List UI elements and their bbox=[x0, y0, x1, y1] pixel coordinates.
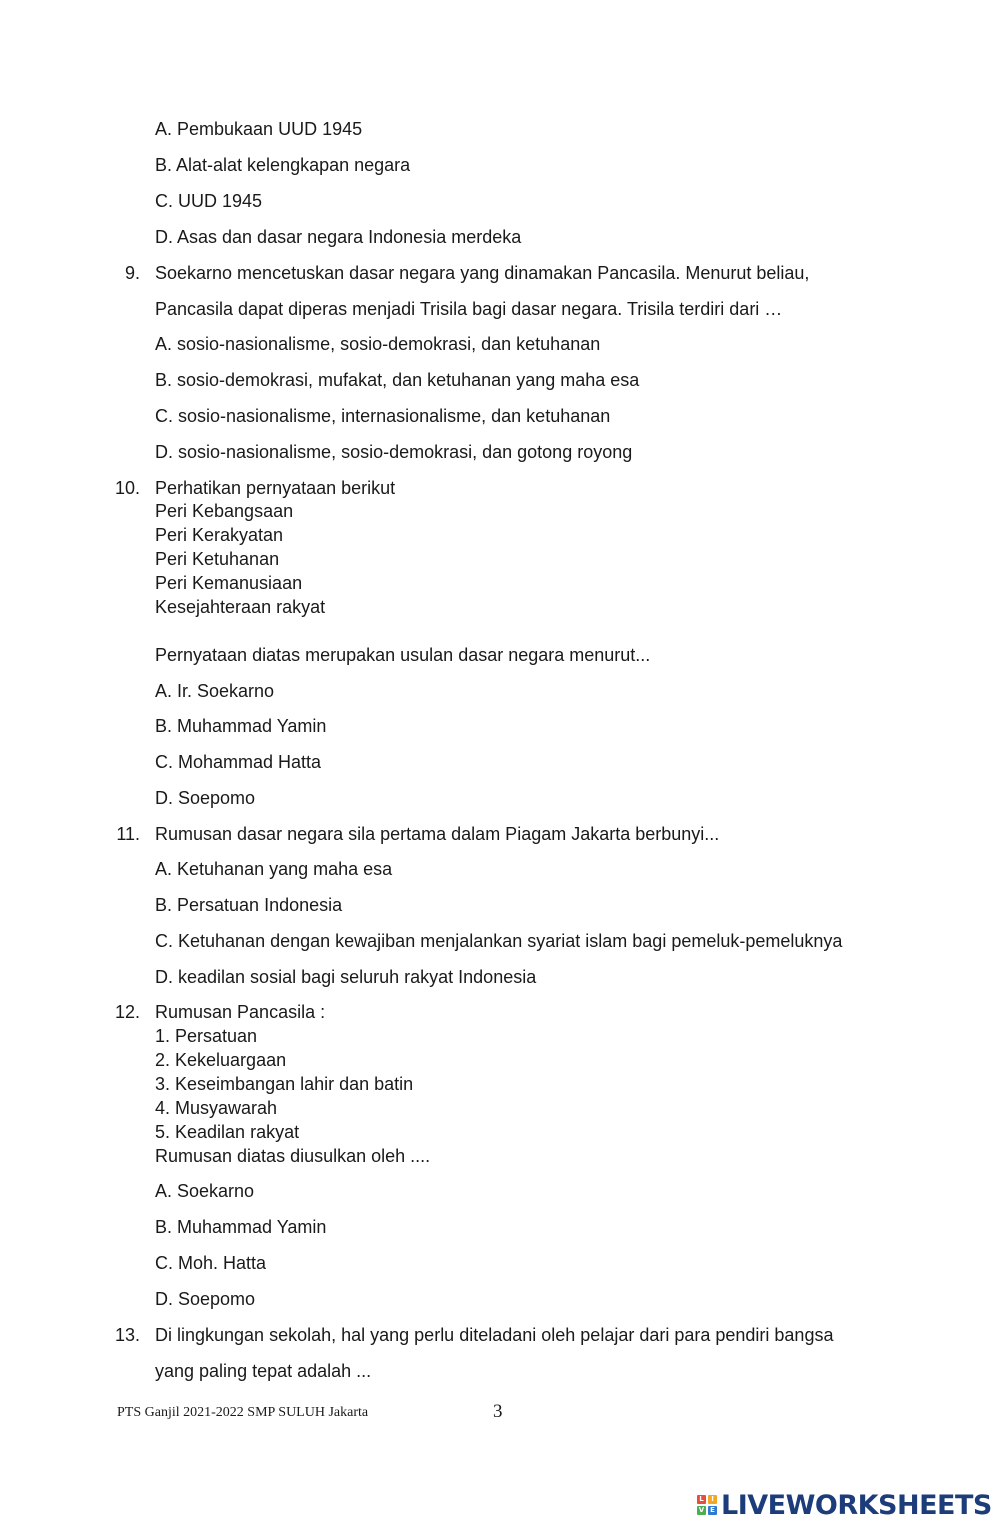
q12-item: 5. Keadilan rakyat bbox=[155, 1122, 300, 1142]
q8-option-a: A. Pembukaan UUD 1945 bbox=[155, 119, 363, 139]
q10-option-d: D. Soepomo bbox=[155, 788, 256, 808]
q10-item: Peri Kemanusiaan bbox=[155, 573, 303, 593]
q10-item: Peri Kebangsaan bbox=[155, 501, 294, 521]
q12-item: 3. Keseimbangan lahir dan batin bbox=[155, 1074, 414, 1094]
q10-option-b: B. Muhammad Yamin bbox=[155, 716, 327, 736]
q11-option-a: A. Ketuhanan yang maha esa bbox=[155, 859, 393, 879]
q10-option-c: C. Mohammad Hatta bbox=[155, 752, 322, 772]
q11-option-c: C. Ketuhanan dengan kewajiban menjalankan syariat islam bagi pemeluk-pemeluknya bbox=[155, 931, 843, 951]
q10-item: Kesejahteraan rakyat bbox=[155, 597, 326, 617]
q10-item: Peri Kerakyatan bbox=[155, 525, 284, 545]
logo-grid-icon bbox=[697, 1495, 717, 1515]
q13-question-line2: yang paling tepat adalah ... bbox=[155, 1361, 372, 1381]
logo-letter: V bbox=[698, 1506, 705, 1514]
q11-number: 11. bbox=[116, 824, 140, 844]
q9-option-b: B. sosio-demokrasi, mufakat, dan ketuhanan yang maha esa bbox=[155, 370, 640, 390]
q10-item: Peri Ketuhanan bbox=[155, 549, 280, 569]
q12-intro: Rumusan Pancasila : bbox=[155, 1002, 326, 1022]
q9-option-c: C. sosio-nasionalisme, internasionalisme, dan ketuhanan bbox=[155, 406, 611, 426]
q10-number: 10. bbox=[114, 478, 140, 498]
q12-item: 2. Kekeluargaan bbox=[155, 1050, 287, 1070]
logo-letter: E bbox=[708, 1506, 717, 1515]
q12-item: 4. Musyawarah bbox=[155, 1098, 278, 1118]
q12-option-b: B. Muhammad Yamin bbox=[155, 1217, 327, 1237]
q12-question: Rumusan diatas diusulkan oleh .... bbox=[155, 1146, 431, 1166]
q10-question: Pernyataan diatas merupakan usulan dasar negara menurut... bbox=[155, 645, 651, 665]
page-number: 3 bbox=[493, 1401, 503, 1422]
logo-letter: I bbox=[708, 1495, 717, 1504]
q13-question-line1: Di lingkungan sekolah, hal yang perlu diteladani oleh pelajar dari para pendiri bangsa bbox=[155, 1325, 834, 1345]
logo-letter: L bbox=[697, 1495, 706, 1504]
q9-option-a: A. sosio-nasionalisme, sosio-demokrasi, dan ketuhanan bbox=[155, 334, 601, 354]
q12-option-a: A. Soekarno bbox=[155, 1181, 255, 1201]
logo-text: LIVEWORKSHEETS bbox=[721, 1489, 992, 1521]
q9-question-line2: Pancasila dapat diperas menjadi Trisila bagi dasar negara. Trisila terdiri dari … bbox=[155, 299, 783, 319]
q13-number: 13. bbox=[114, 1325, 140, 1345]
footer-text: PTS Ganjil 2021-2022 SMP SULUH Jakarta bbox=[117, 1405, 369, 1420]
q8-option-c: C. UUD 1945 bbox=[155, 191, 263, 211]
q8-option-d: D. Asas dan dasar negara Indonesia merdeka bbox=[155, 227, 522, 247]
q9-number: 9. bbox=[124, 263, 140, 283]
q9-option-d: D. sosio-nasionalisme, sosio-demokrasi, dan gotong royong bbox=[155, 442, 633, 462]
q12-option-d: D. Soepomo bbox=[155, 1289, 256, 1309]
q12-option-c: C. Moh. Hatta bbox=[155, 1253, 267, 1273]
q11-question: Rumusan dasar negara sila pertama dalam Piagam Jakarta berbunyi... bbox=[155, 824, 720, 844]
q9-question-line1: Soekarno mencetuskan dasar negara yang dinamakan Pancasila. Menurut beliau, bbox=[155, 263, 810, 283]
q12-item: 1. Persatuan bbox=[155, 1026, 258, 1046]
q11-option-b: B. Persatuan Indonesia bbox=[155, 895, 343, 915]
q8-option-b: B. Alat-alat kelengkapan negara bbox=[155, 155, 411, 175]
q12-number: 12. bbox=[114, 1002, 140, 1022]
q10-option-a: A. Ir. Soekarno bbox=[155, 681, 275, 701]
q10-intro: Perhatikan pernyataan berikut bbox=[155, 478, 396, 498]
liveworksheets-logo bbox=[697, 1490, 992, 1520]
q11-option-d: D. keadilan sosial bagi seluruh rakyat Indonesia bbox=[155, 967, 537, 987]
